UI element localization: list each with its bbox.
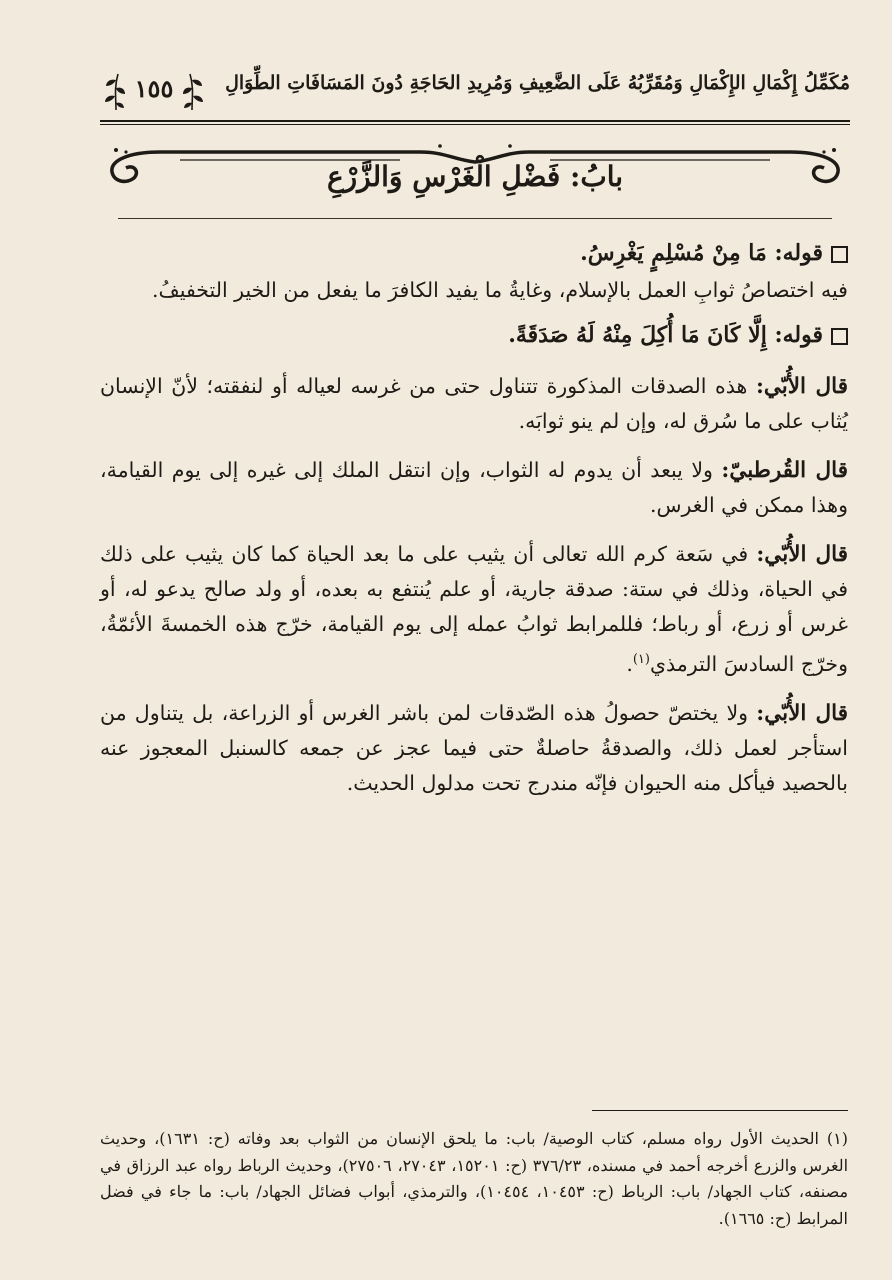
- speaker-label: قال القُرطبيّ:: [721, 458, 848, 483]
- running-title: مُكَمِّلُ إِكْمَالِ الإِكْمَالِ وَمُقَرِّبُهُ عَلَى الضَّعِيفِ وَمُرِيدِ الحَاجَةِ دُونَ المَسَافَاتِ الطِّوَالِ: [225, 72, 850, 94]
- page-number: ١٥٥: [134, 74, 174, 103]
- quote-line-2: [100, 318, 848, 353]
- footnote-separator: [592, 1110, 848, 1111]
- speaker-label: قال الأُبّي:: [756, 542, 848, 567]
- paragraph-text: ولا يختصّ حصولُ هذه الصّدقات لمن باشر الغرس أو الزراعة، بل يتناول من استأجر لعمل ذلك، والصدقةُ حاصلةٌ حتى فيما عجز عن جمعه كالسنبل المعجوز عنه بالحصيد فيأكل منه الحيوان فإنّه مندرج تحت مدلول الحديث.: [100, 700, 848, 795]
- quote-label: قوله:: [774, 322, 823, 348]
- speaker-label: قال الأُبّي:: [755, 374, 848, 399]
- quote-line-1: [100, 236, 848, 271]
- footnotes: [100, 1126, 848, 1232]
- header-rule: [100, 120, 850, 125]
- paragraph-text: في سَعة كرم الله تعالى أن يثيب على ما بعد الحياة كما كان يثيب على ذلك في الحياة، وذلك في ستة: صدقة جارية، أو علم يُنتفع به بعده، أو ولد صالح يدعو له، أو غرس أو زرع، أو رباط؛ فللمرابط ثوابُ عمله إلى يوم القيامة، خرّج هذه الخمسةَ الأئمّةُ، وخرّج السادسَ الترمذي: [100, 542, 848, 676]
- page-number-ornament: [100, 66, 208, 116]
- square-bullet-icon: [831, 328, 848, 345]
- paragraph-text: ولا يبعد أن يدوم له الثواب، وإن انتقل الملك إلى غيره إلى يوم القيامة، وهذا ممكن في الغرس.: [100, 458, 848, 517]
- paragraph-1: فيه اختصاصُ ثوابِ العمل بالإسلام، وغايةُ ما يفيد الكافرَ ما يفعل من الخير التخفيفُ.: [152, 278, 848, 302]
- footnote-1: (١) الحديث الأول رواه مسلم، كتاب الوصية/ باب: ما يلحق الإنسان من الثواب بعد وفاته (ح: ١٦٣١)، وحديث الغرس والزرع أخرجه أحمد في مسنده، ٣٧٦/٢٣ (ح: ١٥٢٠١، ٢٧٠٤٣، ٢٧٥٠٦)، وحديث الرباط رواه عبد الرزاق في مصنفه، كتاب الجهاد/ باب: الرباط (ح: ١٠٤٥٣، ١٠٤٥٤)، والترمذي، أبواب فضائل الجهاد/ باب: ما جاء في فضل المرابط (ح: ١٦٦٥).: [100, 1129, 849, 1228]
- speaker-label: قال الأُبّي:: [756, 700, 848, 726]
- paragraph-4: قال الأُبّي: في سَعة كرم الله تعالى أن يثيب على ما بعد الحياة كما كان يثيب على ذلك في الحياة، وذلك في ستة: صدقة جارية، أو علم يُنتفع به بعده، أو ولد صالح يدعو له، أو غرس أو زرع، أو رباط؛ فللمرابط ثوابُ عمله إلى يوم القيامة، خرّج هذه الخمسةَ الأئمّةُ، وخرّج السادسَ الترمذي$^{(١)}$.: [100, 542, 848, 676]
- running-header: [100, 66, 850, 122]
- quote-text: مَا مِنْ مُسْلِمٍ يَغْرِسُ.: [580, 240, 767, 266]
- paragraph-text: هذه الصدقات المذكورة تتناول حتى من غرسه لعياله أو لنفقته؛ لأنّ الإنسان يُثاب على ما سُرق له، وإن لم ينو ثوابَه.: [100, 374, 848, 433]
- main-text: [100, 236, 848, 801]
- quote-label: قوله:: [774, 240, 823, 266]
- chapter-title: بابُ: فَضْلِ الْغَرْسِ وَالزَّرْعِ: [326, 160, 624, 193]
- title-rule: [118, 218, 832, 219]
- paragraph-5: [100, 696, 848, 801]
- paragraph-2: [100, 369, 848, 439]
- left-leaf-icon: [104, 70, 126, 112]
- quote-text: إِلَّا كَانَ مَا أُكِلَ مِنْهُ لَهُ صَدَقَةً.: [508, 322, 767, 348]
- paragraph-3: [100, 453, 848, 523]
- square-bullet-icon: [831, 246, 848, 263]
- footnote-reference[interactable]: (١): [632, 652, 650, 667]
- right-leaf-icon: [182, 70, 204, 112]
